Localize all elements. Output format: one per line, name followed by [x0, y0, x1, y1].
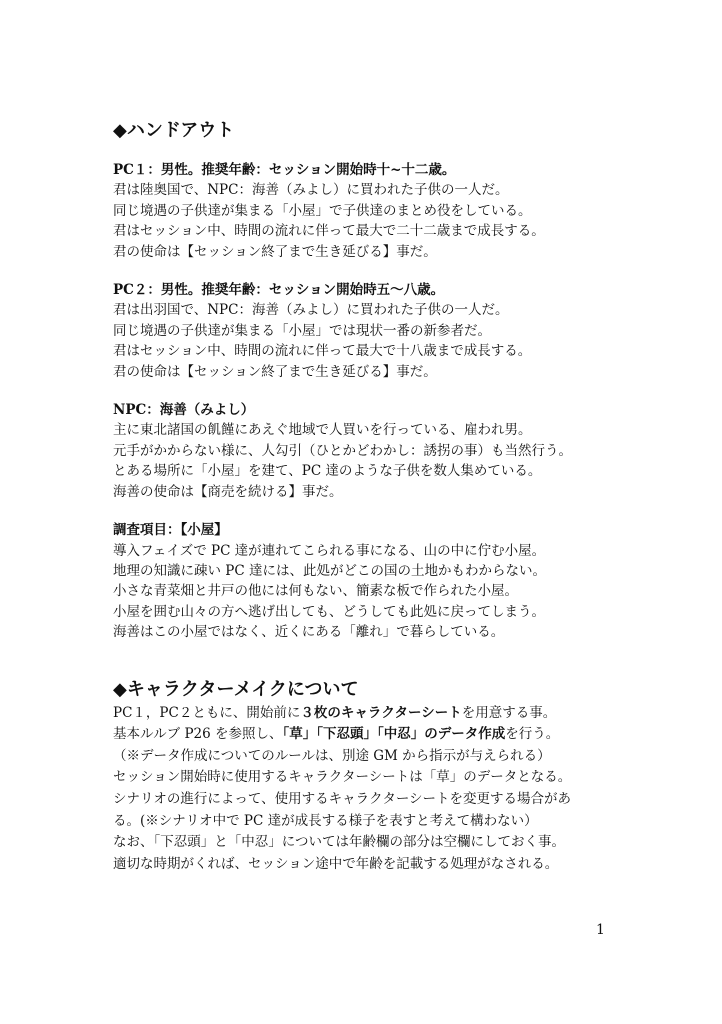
npc-line: 海善の使命は【商売を続ける】事だ。	[113, 483, 343, 500]
investigation-line: 小さな青菜畑と井戸の他には何もない、簡素な板で作られた小屋。	[113, 583, 518, 600]
character-making-line: 適切な時期がくれば、セッション途中で年齢を記載する処理がなされる。	[113, 855, 559, 872]
character-making-line	[113, 703, 673, 725]
pc2-block	[113, 280, 673, 382]
handout-heading: ◆ハンドアウト	[113, 120, 235, 141]
character-making-line: セッション開始時に使用するキャラクターシートは「草」のデータとなる。	[113, 769, 572, 786]
character-making-line: シナリオの進行によって、使用するキャラクターシートを変更する場合があ	[113, 790, 572, 807]
pc2-line: 君は出羽国で、NPC：海善（みよし）に買われた子供の一人だ。	[113, 302, 509, 319]
investigation-block	[113, 520, 673, 642]
pc1-title: PC１：男性。推奨年齢：セッション開始時十~十二歳。	[113, 162, 456, 178]
character-making-line: （※データ作成についてのルールは、別途 GM から指示が与えられる）	[113, 747, 551, 764]
npc-line: とある場所に「小屋」を建て、PC 達のような子供を数人集めている。	[113, 463, 542, 480]
pc2-line: 君はセッション中、時間の流れに伴って最大で十八歳まで成長する。	[113, 343, 532, 360]
pc2-line: 君の使命は【セッション終了まで生き延びる】事だ。	[113, 363, 437, 380]
pc1-line: 同じ境遇の子供達が集まる「小屋」で子供達のまとめ役をしている。	[113, 202, 532, 219]
character-making-block	[113, 703, 673, 876]
document-page	[113, 118, 673, 875]
investigation-line: 海善はこの小屋ではなく、近くにある「離れ」で暮らしている。	[113, 624, 505, 641]
emphasis-text: 「草」「下忍頭」「中忍」のデータ作成	[282, 726, 506, 743]
character-making-line: なお、「下忍頭」と「中忍」については年齢欄の部分は空欄にしておく事。	[113, 834, 565, 851]
pc1-block	[113, 160, 673, 262]
emphasis-text: ３枚のキャラクターシート	[300, 704, 462, 721]
npc-block	[113, 400, 673, 502]
text-run: PC１，PC２ともに、開始前に	[113, 704, 301, 721]
investigation-line: 導入フェイズで PC 達が連れてこられる事になる、山の中に佇む小屋。	[113, 542, 546, 559]
npc-line: 主に東北諸国の飢饉にあえぐ地域で人買いを行っている、雇われ男。	[113, 422, 532, 439]
investigation-title: 調査項目：【小屋】	[113, 522, 228, 539]
text-run: を行う。	[505, 726, 560, 743]
pc2-title: PC２：男性。推奨年齢：セッション開始時五～八歳。	[113, 282, 445, 299]
character-making-heading: ◆キャラクターメイクについて	[113, 678, 359, 700]
text-run: を用意する事。	[461, 704, 557, 721]
investigation-line: 小屋を囲む山々の方へ逃げ出しても、どうしても此処に戻ってしまう。	[113, 603, 545, 620]
pc1-line: 君はセッション中、時間の流れに伴って最大で二十二歳まで成長する。	[113, 223, 545, 240]
pc2-line: 同じ境遇の子供達が集まる「小屋」では現状一番の新参者だ。	[113, 322, 491, 339]
text-run: 基本ルルブ P26 を参照し、	[113, 726, 283, 743]
investigation-line: 地理の知識に疎い PC 達には、此処がどこの国の土地かもわからない。	[113, 562, 546, 579]
npc-title: NPC：海善（みよし）	[113, 402, 255, 419]
pc1-line: 君の使命は【セッション終了まで生き延びる】事だ。	[113, 243, 437, 260]
character-making-line: る。(※シナリオ中で PC 達が成長する様子を表すと考えて構わない）	[113, 812, 538, 829]
character-making-line	[113, 724, 673, 746]
npc-line: 元手がかからない様に、人勾引（ひとかどわかし：誘拐の事）も当然行う。	[113, 442, 572, 459]
page-number: 1	[596, 922, 605, 938]
pc1-line: 君は陸奥国で、NPC：海善（みよし）に買われた子供の一人だ。	[113, 182, 509, 199]
